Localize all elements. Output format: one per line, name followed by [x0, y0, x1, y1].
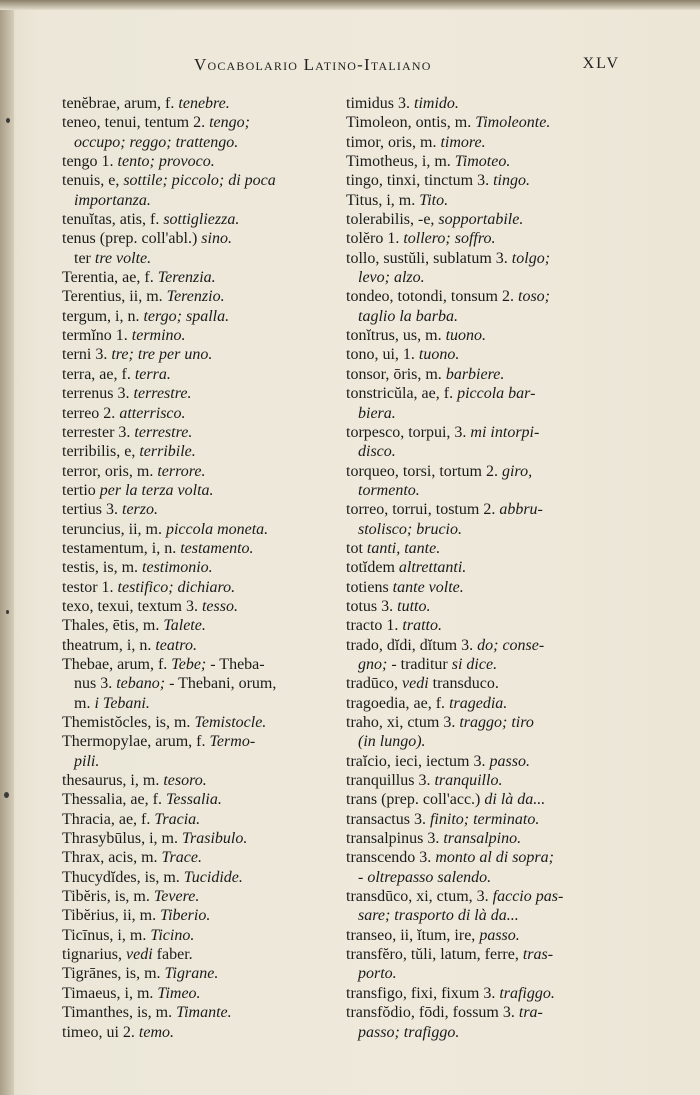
headword-text: Tibĕris, is, m.	[62, 888, 154, 906]
translation-text: di là da...	[484, 791, 546, 809]
translation-text: stolisco; brucio.	[358, 520, 462, 538]
dictionary-line	[346, 713, 628, 732]
translation-text: Ticino.	[150, 926, 195, 944]
translation-text: toso;	[518, 288, 550, 306]
translation-text: Terenzio.	[166, 288, 225, 306]
headword-text: testor 1.	[62, 578, 118, 596]
dictionary-line	[346, 423, 628, 442]
dictionary-line	[62, 868, 344, 887]
translation-text: Timante.	[176, 1004, 232, 1022]
dictionary-line	[62, 442, 344, 461]
dictionary-line	[62, 616, 344, 635]
dictionary-line	[346, 597, 628, 616]
translation-text: testimonio.	[142, 559, 213, 577]
dictionary-line	[62, 558, 344, 577]
headword-text: tenuis, e,	[62, 172, 124, 190]
headword-text: tonĭtrus, us, m.	[346, 327, 446, 345]
headword-text: tenuĭtas, atis, f.	[62, 211, 164, 229]
translation-text: barbiere.	[445, 365, 505, 383]
headword-text: Timoleon, ontis, m.	[346, 114, 476, 132]
dictionary-line	[346, 790, 628, 809]
headword-text: Titus, i, m.	[346, 191, 420, 209]
headword-text: traho, xi, ctum 3.	[346, 714, 460, 731]
translation-text: sino.	[201, 230, 232, 248]
headword-text: Thessalia, ae, f.	[62, 791, 166, 809]
translation-text: piccola bar-	[457, 385, 536, 403]
headword-text: Thrasybūlus, i, m.	[62, 830, 182, 848]
translation-text: testamento.	[180, 539, 254, 557]
headword-text: tot	[346, 539, 367, 557]
dictionary-line	[62, 1023, 344, 1042]
translation-text: Tessalia.	[165, 791, 222, 809]
translation-text: terzo.	[122, 501, 158, 519]
translation-text: tengo;	[209, 114, 250, 132]
translation-text: - oltrepasso salendo.	[358, 868, 492, 886]
translation-text: Termo-	[209, 733, 256, 751]
dictionary-line	[346, 210, 628, 229]
headword-text: transcendo 3.	[346, 849, 436, 867]
headword-text: - traditur	[387, 655, 452, 673]
translation-text: tragedia.	[449, 694, 508, 712]
translation-text: gno;	[358, 655, 388, 673]
headword-text: tonsor, ōris, m.	[346, 365, 446, 383]
headword-text: timeo, ui 2.	[62, 1023, 139, 1041]
headword-text: transfigo, fixi, fixum 3.	[346, 984, 500, 1002]
translation-text: Tracia.	[154, 810, 201, 828]
dictionary-line	[346, 520, 628, 539]
dictionary-line	[62, 848, 344, 867]
dictionary-line	[62, 597, 344, 616]
headword-text: Timaeus, i, m.	[62, 984, 158, 1002]
right-column	[346, 94, 628, 1042]
translation-text: tolgo;	[511, 249, 551, 267]
dictionary-line	[346, 558, 628, 577]
translation-text: porto.	[358, 965, 397, 983]
dictionary-line	[62, 481, 344, 500]
headword-text: tergum, i, n.	[62, 307, 144, 325]
translation-text: terrestre.	[133, 385, 192, 403]
translation-text: Temistocle.	[194, 714, 267, 731]
translation-text: vedi	[126, 946, 153, 964]
translation-text: passo.	[479, 926, 520, 944]
translation-text: disco.	[358, 443, 396, 461]
headword-text: timidus 3.	[346, 95, 415, 112]
translation-text: transalpino.	[443, 830, 522, 848]
headword-text: Tibĕrius, ii, m.	[62, 907, 161, 925]
headword-text: teruncius, ii, m.	[62, 520, 166, 538]
headword-text: totĭdem	[346, 559, 399, 577]
dictionary-line	[346, 732, 628, 751]
dictionary-line	[346, 578, 628, 597]
translation-text: levo; alzo.	[358, 269, 425, 287]
translation-text: terrore.	[157, 462, 206, 480]
dictionary-line	[62, 790, 344, 809]
dictionary-line	[62, 713, 344, 732]
translation-text: tante volte.	[392, 578, 464, 596]
ink-spot	[6, 118, 10, 123]
headword-text: faber.	[152, 946, 193, 964]
translation-text: terribile.	[139, 443, 196, 461]
headword-text: nus 3.	[74, 675, 117, 693]
dictionary-line	[346, 133, 628, 152]
dictionary-line	[346, 848, 628, 867]
headword-text: texo, texui, textum 3.	[62, 597, 202, 615]
translation-text: tergo; spalla.	[143, 307, 230, 325]
headword-text: Terentia, ae, f.	[62, 269, 158, 287]
dictionary-line	[346, 694, 628, 713]
dictionary-line	[346, 94, 628, 113]
headword-text: torpesco, torpui, 3.	[346, 423, 471, 441]
translation-text: tebano;	[116, 675, 166, 693]
translation-text: Trasibulo.	[182, 830, 248, 848]
headword-text: tengo 1.	[62, 153, 118, 171]
headword-text: torreo, torrui, tostum 2.	[346, 501, 500, 519]
dictionary-line	[62, 771, 344, 790]
dictionary-line	[346, 191, 628, 210]
dictionary-line	[346, 229, 628, 248]
translation-text: taglio la barba.	[358, 307, 459, 325]
headword-text: traĭcio, ieci, iectum 3.	[346, 752, 490, 770]
dictionary-line	[62, 287, 344, 306]
translation-text: tutto.	[397, 597, 431, 615]
translation-text: Timeo.	[157, 984, 201, 1002]
dictionary-line	[346, 113, 628, 132]
dictionary-line	[62, 384, 344, 403]
translation-text: Tigrane.	[164, 965, 219, 983]
dictionary-line	[62, 171, 344, 190]
headword-text: transactus 3.	[346, 810, 430, 828]
headword-text: trans (prep. coll'acc.)	[346, 791, 485, 809]
translation-text: temo.	[138, 1023, 174, 1041]
translation-text: monto al di sopra;	[435, 849, 554, 867]
running-header	[180, 55, 620, 81]
dictionary-line	[346, 810, 628, 829]
dictionary-line	[346, 307, 628, 326]
translation-text: si dice.	[451, 655, 498, 673]
headword-text: terrester 3.	[62, 423, 135, 441]
headword-text: theatrum, i, n.	[62, 636, 156, 654]
dictionary-line	[62, 94, 344, 113]
translation-text: atterrisco.	[119, 404, 186, 422]
translation-text: (in lungo).	[358, 733, 426, 751]
headword-text: tranquillus 3.	[346, 772, 435, 790]
headword-text: m.	[74, 694, 95, 712]
dictionary-line	[62, 345, 344, 364]
translation-text: tenebre.	[178, 95, 230, 112]
translation-text: Tucidide.	[183, 868, 243, 886]
headword-text: tertius 3.	[62, 501, 122, 519]
dictionary-line	[346, 636, 628, 655]
dictionary-line	[346, 945, 628, 964]
translation-text: timido.	[414, 95, 459, 112]
translation-text: altrettanti.	[398, 559, 467, 577]
translation-text: teatro.	[155, 636, 197, 654]
dictionary-line	[62, 732, 344, 751]
dictionary-line	[346, 752, 628, 771]
dictionary-line	[62, 268, 344, 287]
dictionary-line	[62, 655, 344, 674]
headword-text: Thermopylae, arum, f.	[62, 733, 210, 751]
dictionary-line	[346, 1023, 628, 1042]
translation-text: Tebe;	[171, 655, 207, 673]
headword-text: terni 3.	[62, 346, 112, 364]
dictionary-line	[346, 171, 628, 190]
translation-text: tuono.	[445, 327, 487, 345]
dictionary-line	[346, 404, 628, 423]
headword-text: transfŏdio, fōdi, fossum 3.	[346, 1004, 519, 1022]
headword-text: tondeo, totondi, tonsum 2.	[346, 288, 518, 306]
dictionary-line	[62, 906, 344, 925]
headword-text: tonstricŭla, ae, f.	[346, 385, 458, 403]
headword-text: terrenus 3.	[62, 385, 134, 403]
headword-text: teneo, tenui, tentum 2.	[62, 114, 210, 132]
translation-text: mi intorpi-	[470, 423, 540, 441]
headword-text: tolĕro 1.	[346, 230, 404, 248]
dictionary-line	[346, 616, 628, 635]
headword-text: - Theba-	[206, 655, 265, 673]
translation-text: sottigliezza.	[163, 211, 240, 229]
headword-text: terribilis, e,	[62, 443, 140, 461]
translation-text: testifico; dichiaro.	[117, 578, 236, 596]
headword-text: timor, oris, m.	[346, 133, 441, 151]
dictionary-line	[346, 771, 628, 790]
headword-text: tragoedia, ae, f.	[346, 694, 450, 712]
page-title: Vocabolario Latino-Italiano	[194, 55, 432, 74]
translation-text: terrestre.	[134, 423, 193, 441]
dictionary-line	[346, 268, 628, 287]
translation-text: termino.	[131, 327, 186, 345]
headword-text: tertio	[62, 481, 100, 499]
dictionary-line	[346, 500, 628, 519]
headword-text: terra, ae, f.	[62, 365, 135, 383]
dictionary-line	[62, 887, 344, 906]
translation-text: passo.	[489, 752, 530, 770]
dictionary-line	[62, 945, 344, 964]
translation-text: Timoteo.	[454, 153, 511, 171]
translation-text: tesso.	[201, 597, 238, 615]
translation-text: terra.	[134, 365, 171, 383]
translation-text: trafiggo.	[499, 984, 555, 1002]
translation-text: vedi	[401, 675, 429, 693]
headword-text: Tigrānes, is, m.	[62, 965, 165, 983]
dictionary-line	[346, 249, 628, 268]
dictionary-line	[62, 926, 344, 945]
headword-text: tenĕbrae, arum, f.	[62, 95, 179, 112]
headword-text: terreo 2.	[62, 404, 120, 422]
dictionary-line	[346, 674, 628, 693]
dictionary-line	[62, 520, 344, 539]
page-top-edge	[0, 0, 700, 10]
translation-text: i Tebani.	[94, 694, 150, 712]
dictionary-line	[62, 752, 344, 771]
headword-text: Terentius, ii, m.	[62, 288, 167, 306]
dictionary-line	[346, 887, 628, 906]
dictionary-line	[62, 229, 344, 248]
dictionary-line	[346, 462, 628, 481]
translation-text: giro,	[501, 462, 533, 480]
headword-text: ter	[74, 249, 95, 267]
translation-text: tre volte.	[94, 249, 152, 267]
dictionary-line	[62, 423, 344, 442]
headword-text: Thales, ētis, m.	[62, 617, 164, 635]
dictionary-line	[346, 539, 628, 558]
dictionary-line	[62, 307, 344, 326]
translation-text: sare; trasporto di là da...	[358, 907, 519, 925]
translation-text: per la terza volta.	[99, 481, 214, 499]
translation-text: importanza.	[74, 191, 151, 209]
headword-text: tradūco,	[346, 675, 402, 693]
translation-text: tuono.	[418, 346, 460, 364]
dictionary-line	[62, 365, 344, 384]
headword-text: tingo, tinxi, tinctum 3.	[346, 172, 494, 190]
headword-text: terror, oris, m.	[62, 462, 158, 480]
headword-text: Thracia, ae, f.	[62, 810, 155, 828]
translation-text: tranquillo.	[434, 772, 503, 790]
dictionary-line	[346, 365, 628, 384]
translation-text: tras-	[522, 946, 554, 964]
dictionary-line	[62, 539, 344, 558]
dictionary-line	[346, 345, 628, 364]
translation-text: occupo; reggo; trattengo.	[74, 133, 239, 151]
headword-text: Themistŏcles, is, m.	[62, 714, 195, 731]
headword-text: termĭno 1.	[62, 327, 132, 345]
dictionary-line	[62, 191, 344, 210]
headword-text: transdūco, xi, ctum, 3.	[346, 888, 493, 906]
translation-text: do; conse-	[477, 636, 545, 654]
dictionary-line	[62, 152, 344, 171]
translation-text: tesoro.	[163, 772, 207, 790]
headword-text: tracto 1.	[346, 617, 403, 635]
translation-text: piccola moneta.	[165, 520, 269, 538]
dictionary-line	[346, 964, 628, 983]
headword-text: torqueo, torsi, tortum 2.	[346, 462, 502, 480]
translation-text: tormento.	[358, 481, 420, 499]
translation-text: tre; tre per uno.	[111, 346, 213, 364]
dictionary-line	[62, 694, 344, 713]
dictionary-line	[62, 578, 344, 597]
dictionary-line	[62, 210, 344, 229]
left-column	[62, 94, 344, 1042]
dictionary-line	[62, 462, 344, 481]
headword-text: transalpinus 3.	[346, 830, 444, 848]
translation-text: tingo.	[493, 172, 530, 190]
dictionary-line	[62, 133, 344, 152]
headword-text: transfĕro, tŭli, latum, ferre,	[346, 946, 523, 964]
headword-text: Thucydĭdes, is, m.	[62, 868, 184, 886]
translation-text: Timoleonte.	[475, 114, 551, 132]
page-number: XLV	[582, 55, 620, 72]
headword-text: tolerabilis, -e,	[346, 211, 439, 229]
headword-text: Thrax, acis, m.	[62, 849, 162, 867]
dictionary-line	[62, 636, 344, 655]
translation-text: finito; terminato.	[429, 810, 540, 828]
translation-text: Trace.	[161, 849, 202, 867]
headword-text: Timotheus, i, m.	[346, 153, 455, 171]
headword-text: totiens	[346, 578, 393, 596]
translation-text: Terenzia.	[157, 269, 216, 287]
dictionary-line	[346, 868, 628, 887]
headword-text: transeo, ii, ĭtum, ire,	[346, 926, 480, 944]
dictionary-line	[346, 326, 628, 345]
ink-spot	[6, 610, 9, 614]
dictionary-line	[346, 442, 628, 461]
translation-text: Talete.	[163, 617, 206, 635]
headword-text: totus 3.	[346, 597, 398, 615]
headword-text: - Thebani, orum,	[165, 675, 277, 693]
dictionary-line	[346, 384, 628, 403]
headword-text: Thebae, arum, f.	[62, 655, 172, 673]
headword-text: thesaurus, i, m.	[62, 772, 164, 790]
translation-text: faccio pas-	[492, 888, 564, 906]
headword-text: tono, ui, 1.	[346, 346, 419, 364]
translation-text: Tito.	[419, 191, 449, 209]
dictionary-line	[346, 152, 628, 171]
headword-text: tenus (prep. coll'abl.)	[62, 230, 202, 248]
dictionary-line	[62, 1003, 344, 1022]
headword-text: Timanthes, is, m.	[62, 1004, 177, 1022]
translation-text: pili.	[74, 752, 100, 770]
translation-text: sopportabile.	[438, 211, 524, 229]
dictionary-line	[62, 404, 344, 423]
dictionary-line	[62, 984, 344, 1003]
book-spine-shadow	[0, 0, 14, 1095]
ink-spot	[4, 792, 9, 798]
translation-text: tra-	[518, 1004, 543, 1022]
headword-text: tollo, sustŭli, sublatum 3.	[346, 249, 512, 267]
headword-text: testis, is, m.	[62, 559, 143, 577]
dictionary-line	[62, 810, 344, 829]
headword-text: trado, dĭdi, dĭtum 3.	[346, 636, 478, 654]
headword-text: tignarius,	[62, 946, 126, 964]
translation-text: timore.	[440, 133, 486, 151]
translation-text: tento; provoco.	[117, 153, 215, 171]
dictionary-line	[346, 481, 628, 500]
dictionary-line	[62, 964, 344, 983]
translation-text: sottile; piccolo; di poca	[123, 172, 276, 190]
translation-text: passo; trafiggo.	[358, 1023, 460, 1041]
dictionary-line	[62, 500, 344, 519]
translation-text: abbru-	[499, 501, 543, 519]
headword-text: transduco.	[428, 675, 499, 693]
translation-text: tratto.	[402, 617, 442, 635]
headword-text: testamentum, i, n.	[62, 539, 181, 557]
translation-text: traggo; tiro	[459, 714, 534, 731]
dictionary-line	[346, 906, 628, 925]
dictionary-line	[346, 984, 628, 1003]
translation-text: tollero; soffro.	[403, 230, 496, 248]
dictionary-line	[62, 829, 344, 848]
dictionary-line	[346, 926, 628, 945]
dictionary-line	[346, 829, 628, 848]
dictionary-line	[346, 1003, 628, 1022]
translation-text: Tiberio.	[160, 907, 211, 925]
translation-text: Tevere.	[153, 888, 200, 906]
translation-text: tanti, tante.	[366, 539, 441, 557]
dictionary-line	[346, 287, 628, 306]
headword-text: Ticīnus, i, m.	[62, 926, 151, 944]
dictionary-line	[346, 655, 628, 674]
translation-text: biera.	[358, 404, 396, 422]
dictionary-line	[62, 674, 344, 693]
dictionary-line	[62, 249, 344, 268]
dictionary-line	[62, 326, 344, 345]
dictionary-line	[62, 113, 344, 132]
